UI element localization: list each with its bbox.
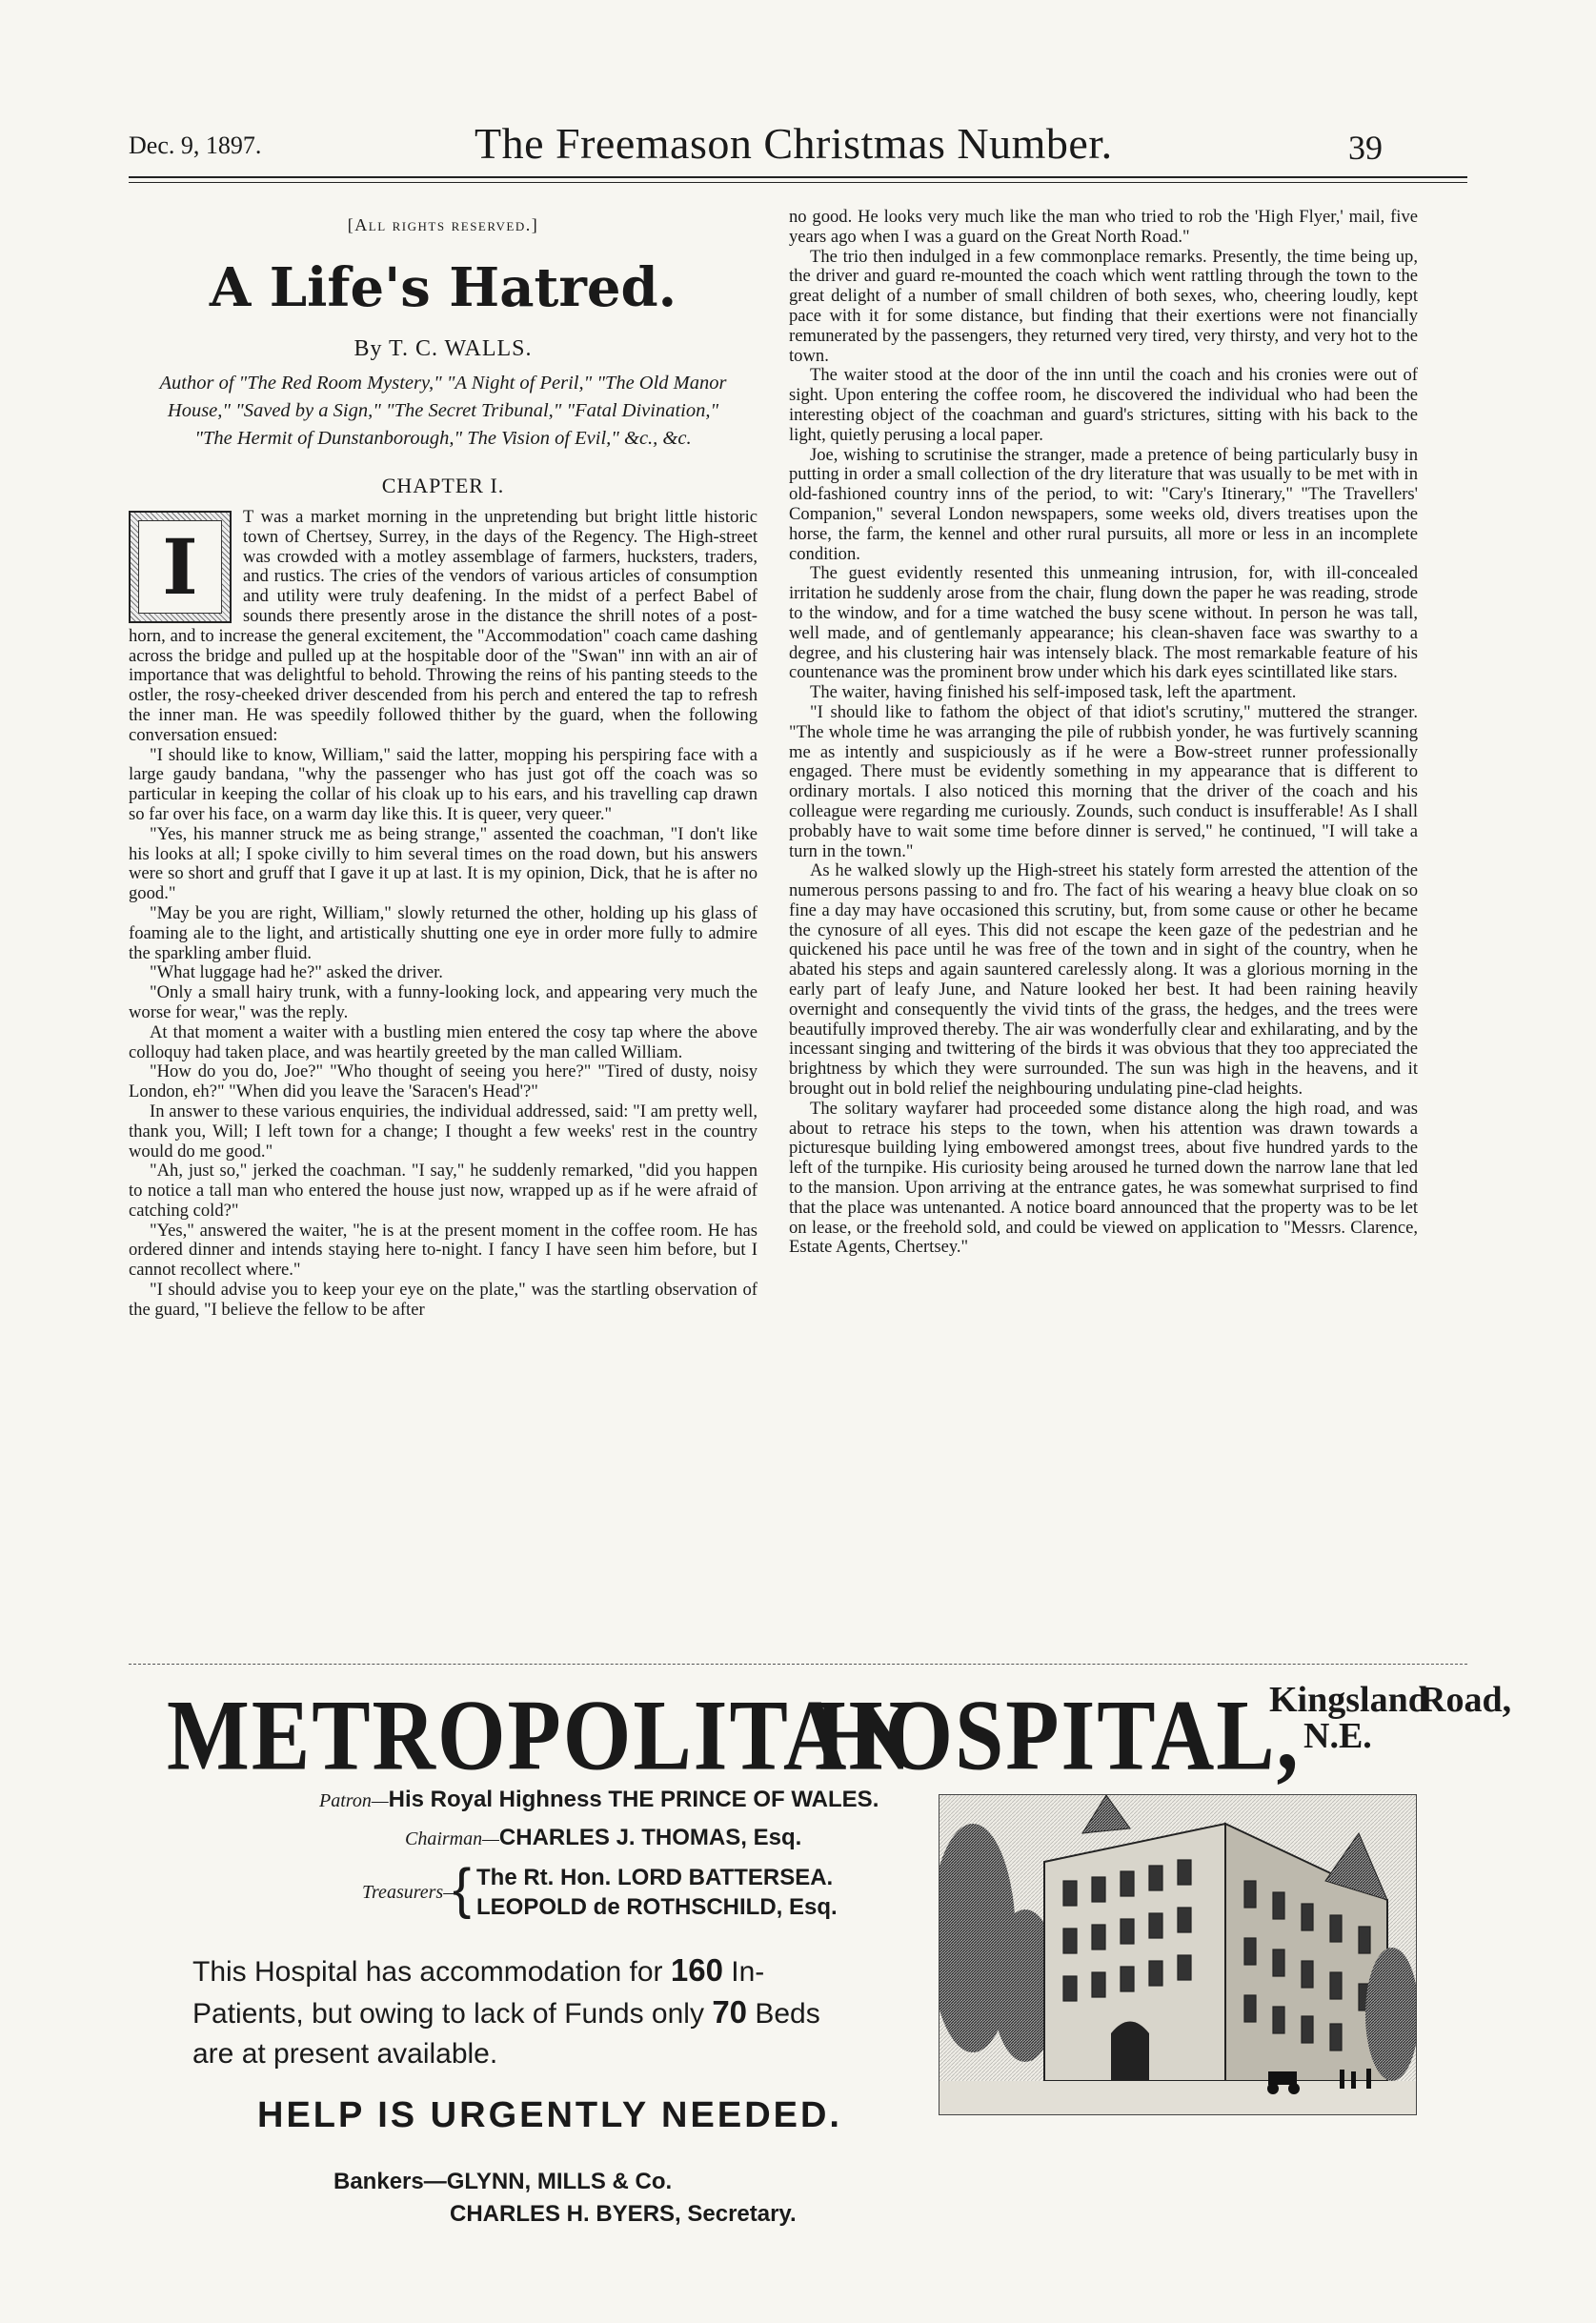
advert-headline-word-1: METROPOLITAN bbox=[167, 1679, 914, 1791]
appeal-part-3: Beds are at present available. bbox=[192, 1998, 820, 2070]
treasurers-role: Treasurers— bbox=[362, 1882, 460, 1903]
treasurer-2: LEOPOLD de ROTHSCHILD, Esq. bbox=[476, 1894, 838, 1920]
article-paragraph: "I should advise you to keep your eye on the plate," was the startling observation of the guard, "I believe the fellow to be after bbox=[129, 1280, 758, 1320]
chairman-line bbox=[405, 1825, 829, 1851]
section-divider bbox=[129, 1664, 1467, 1665]
article-paragraph: "Only a small hairy trunk, with a funny-looking lock, and appearing very much the worse for wear," was the reply. bbox=[129, 982, 758, 1022]
article-column-right bbox=[789, 208, 1418, 1258]
page-number: 39 bbox=[1348, 129, 1383, 167]
ornamental-initial bbox=[129, 511, 232, 623]
location-street: Kingsland bbox=[1269, 1680, 1428, 1720]
right-paragraphs bbox=[789, 208, 1418, 1258]
article-paragraph: At that moment a waiter with a bustling mien entered the cosy tap where the above colloquy had taken place, and was heartily greeted by the man called William. bbox=[129, 1021, 758, 1062]
article-paragraph: Joe, wishing to scrutinise the stranger, made a pretence of being particularly busy in putting in order a small collection of the dry literature that was usually to be met with in old-fashioned country inns of the period, to wit: "Cary's Itinerary," "The Travellers' Companion," several London newspapers, some weeks old, divers treatises upon the horse, the farm, the kennel and other rural pursuits, all more or less in an incomplete condition. bbox=[789, 444, 1418, 564]
article-paragraph: "What luggage had he?" asked the driver. bbox=[150, 962, 443, 983]
patron-line bbox=[319, 1787, 879, 1813]
initial-letter: I bbox=[138, 520, 222, 614]
beds-total: 160 bbox=[670, 1952, 723, 1988]
advert-headline-word-2: HOSPITAL, bbox=[815, 1679, 1301, 1791]
chairman-role: Chairman— bbox=[405, 1828, 499, 1849]
article-title: A Life's Hatred. bbox=[209, 256, 677, 319]
help-needed-banner: HELP IS URGENTLY NEEDED. bbox=[257, 2095, 842, 2135]
article-paragraph: In answer to these various enquiries, the individual addressed, said: "I am pretty well, thank you, Will; I left town for a change; I thought a few weeks' rest in the country would do me good." bbox=[129, 1101, 758, 1162]
header-rule bbox=[129, 176, 1467, 178]
chairman-name: CHARLES J. THOMAS, Esq. bbox=[498, 1825, 802, 1850]
article-paragraph: no good. He looks very much like the man who tried to rob the 'High Flyer,' mail, five years ago when I was a guard on the Great North Road." bbox=[789, 207, 1418, 247]
hospital-illustration-svg bbox=[939, 1795, 1416, 2114]
beds-open: 70 bbox=[712, 1994, 748, 2030]
article-paragraph: As he walked slowly up the High-street his stately form arrested the attention of the numerous persons passing to and fro. The fact of his wearing a heavy blue cloak on so fine a day may have occasioned this scrutiny, but, from some cause or other he became the cynosure of all eyes. This did not escape the keen gaze of the pedestrian and he quickened his pace until he was free of the town and in sight of the country, when he abated his steps and again sauntered carelessly along. It was a glorious morning in the early part of leafy June, and Nature looked her best. It had been raining heavily overnight and consequently the vivid tints of the grass, the hedges, and the trees were beautifully improved thereby. The air was wonderfully clear and exhilarating, and by the incessant singing and twittering of the birds it was obvious that they too appreciated the brightness by which they were surrounded. The sun was high in the heavens, and it brought out in bold relief the neighbouring undulating pine-clad heights. bbox=[789, 860, 1418, 1100]
brace-glyph: { bbox=[453, 1858, 472, 1920]
advert-headline bbox=[129, 1677, 1512, 1791]
location-road: Road, bbox=[1420, 1680, 1512, 1720]
left-paragraphs bbox=[129, 746, 758, 1321]
article-paragraph: "Ah, just so," jerked the coachman. "I say," he suddenly remarked, "did you happen to notice a tall man who entered the house just now, wrapped up as if he were afraid of catching cold?" bbox=[129, 1161, 758, 1221]
article-paragraph: "I should like to fathom the object of that idiot's scrutiny," muttered the stranger. "The whole time he was arranging the pile of rubbish yonder, he was furtively scanning me as intently and suspiciously as if he were a Bow-street runner professionally engaged. There must be evidently something in my appearance that is different to ordinary mortals. I also noticed this morning that the driver of the coach and his colleague were regarding me curiously. Zounds, such conduct is insufferable! As I shall probably have to wait some time before dinner is served," he continued, "I will take a turn in the town." bbox=[789, 701, 1418, 861]
article-paragraph: The solitary wayfarer had proceeded some distance along the high road, and was about to retrace his steps to the town, when his attention was drawn towards a picturesque building lying embowered amongst trees, about five hundred yards to the left of the turnpike. His curiosity being aroused he turned down the narrow lane that led to the mansion. Upon arriving at the entrance gates, he was somewhat surprised to find that the place was untenanted. A notice board announced that the property was to be let on lease, or the freehold sold, and could be viewed on application to "Messrs. Clarence, Estate Agents, Chertsey." bbox=[789, 1098, 1418, 1258]
opening-paragraph bbox=[129, 508, 758, 746]
hospital-building-engraving bbox=[939, 1794, 1417, 2115]
advert-body bbox=[192, 1787, 879, 2228]
article-column-left bbox=[129, 208, 758, 1321]
issue-date: Dec. 9, 1897. bbox=[129, 131, 262, 159]
secretary-line: CHARLES H. BYERS, Secretary. bbox=[450, 2201, 797, 2227]
patron-role: Patron— bbox=[319, 1790, 389, 1811]
treasurers-block bbox=[238, 1858, 838, 1924]
publication-title: The Freemason Christmas Number. bbox=[475, 119, 1113, 168]
bankers-line: Bankers—GLYNN, MILLS & Co. bbox=[333, 2169, 673, 2194]
article-paragraph: The guest evidently resented this unmeaning intrusion, for, with ill-concealed irritation he suddenly arose from the chair, flung down the paper he was reading, strode to the window, and for a time watched the busy scene without. In person he was tall, well made, and of gentlemanly appearance; his clean-shaven face was swarthy to a degree, and his clustering hair was intensely black. The most remarkable feature of his countenance was the prominent brow under which his dark eyes scintillated like stars. bbox=[789, 563, 1418, 683]
opening-paragraph-text: T was a market morning in the unpretending but bright little historic town of Chertsey, Surrey, in the days of the Regency. The High-street was crowded with a motley assemblage of farmers, hucksters, traders, and rustics. The cries of the vendors of various articles of consumption and utility were truly deafening. In the midst of a perfect Babel of sounds there presently arose in the distance the shrill notes of a post-horn, and to increase the general excitement, the "Accommodation" coach came dashing across the bridge and pulled up at the hospitable door of the "Swan" inn with an air of importance that was delightful to behold. Throwing the reins of his panting steeds to the ostler, the rosy-cheeked driver descended from his perch and entered the tap to refresh the inner man. He was speedily followed thither by the guard, when the following conversation ensued: bbox=[129, 507, 758, 745]
article-paragraph: "May be you are right, William," slowly returned the other, holding up his glass of foaming ale to the light, and artistically shutting one eye in order more fully to admire the sparkling amber fluid. bbox=[129, 902, 758, 963]
article-paragraph: The waiter, having finished his self-imposed task, left the apartment. bbox=[810, 682, 1297, 703]
chapter-heading: CHAPTER I. bbox=[381, 474, 505, 497]
patron-name: His Royal Highness THE PRINCE OF WALES. bbox=[388, 1787, 879, 1812]
author-credits: Author of "The Red Room Mystery," "A Night of Peril," "The Old Manor House," "Saved by a Sign," "The Secret Tribunal," "Fatal Divination," "The Hermit of Dunstanborough," The Vision of Evil," &c., &c. bbox=[159, 373, 727, 449]
header-rule-thin bbox=[129, 182, 1467, 183]
treasurer-1: The Rt. Hon. LORD BATTERSEA. bbox=[476, 1865, 834, 1890]
appeal-part-2: In-Patients, but owing to lack of Funds only bbox=[192, 1956, 765, 2030]
article-paragraph: "Yes, his manner struck me as being strange," assented the coachman, "I don't like his looks at all; I spoke civilly to him several times on the road down, but his answers were so short and gruff that I gave it up at last. It is my opinion, Dick, that he is after no good." bbox=[129, 823, 758, 904]
article-paragraph: The waiter stood at the door of the inn until the coach and his cronies were out of sight. Upon entering the coffee room, he discovered the individual who had been the interesting object of the coachman and guard's strictures, sitting with his back to the light, quietly perusing a local paper. bbox=[789, 365, 1418, 445]
article-paragraph: "Yes," answered the waiter, "he is at the present moment in the coffee room. He has ordered dinner and intends staying here to-night. I fancy I have seen him before, but I cannot recollect where." bbox=[129, 1220, 758, 1281]
rights-notice: [All rights reserved.] bbox=[347, 215, 539, 234]
appeal-text bbox=[192, 1950, 859, 2074]
location-district: N.E. bbox=[1303, 1716, 1372, 1756]
appeal-part-1: This Hospital has accommodation for bbox=[192, 1956, 671, 1988]
article-byline: By T. C. WALLS. bbox=[354, 336, 533, 361]
article-paragraph: The trio then indulged in a few commonplace remarks. Presently, the time being up, the driver and guard re-mounted the coach which went rattling through the town to the great delight of a number of small children of both sexes, who, cheering loudly, kept pace with it for some distance, but finding that their exertions were not financially remunerated by the passengers, they returned very tired, very thirsty, and very hot to the town. bbox=[789, 246, 1418, 366]
article-paragraph: "I should like to know, William," said the latter, mopping his perspiring face with a large gaudy bandana, "why the passenger who has just got off the coach was so particular in keeping the collar of his cloak up to his ears, and his travelling cap drawn so far over his face, on a warm day like this. It is queer, very queer." bbox=[129, 744, 758, 824]
article-paragraph: "How do you do, Joe?" "Who thought of seeing you here?" "Tired of dusty, noisy London, eh?" "When did you leave the 'Saracen's Head'?" bbox=[129, 1061, 758, 1102]
